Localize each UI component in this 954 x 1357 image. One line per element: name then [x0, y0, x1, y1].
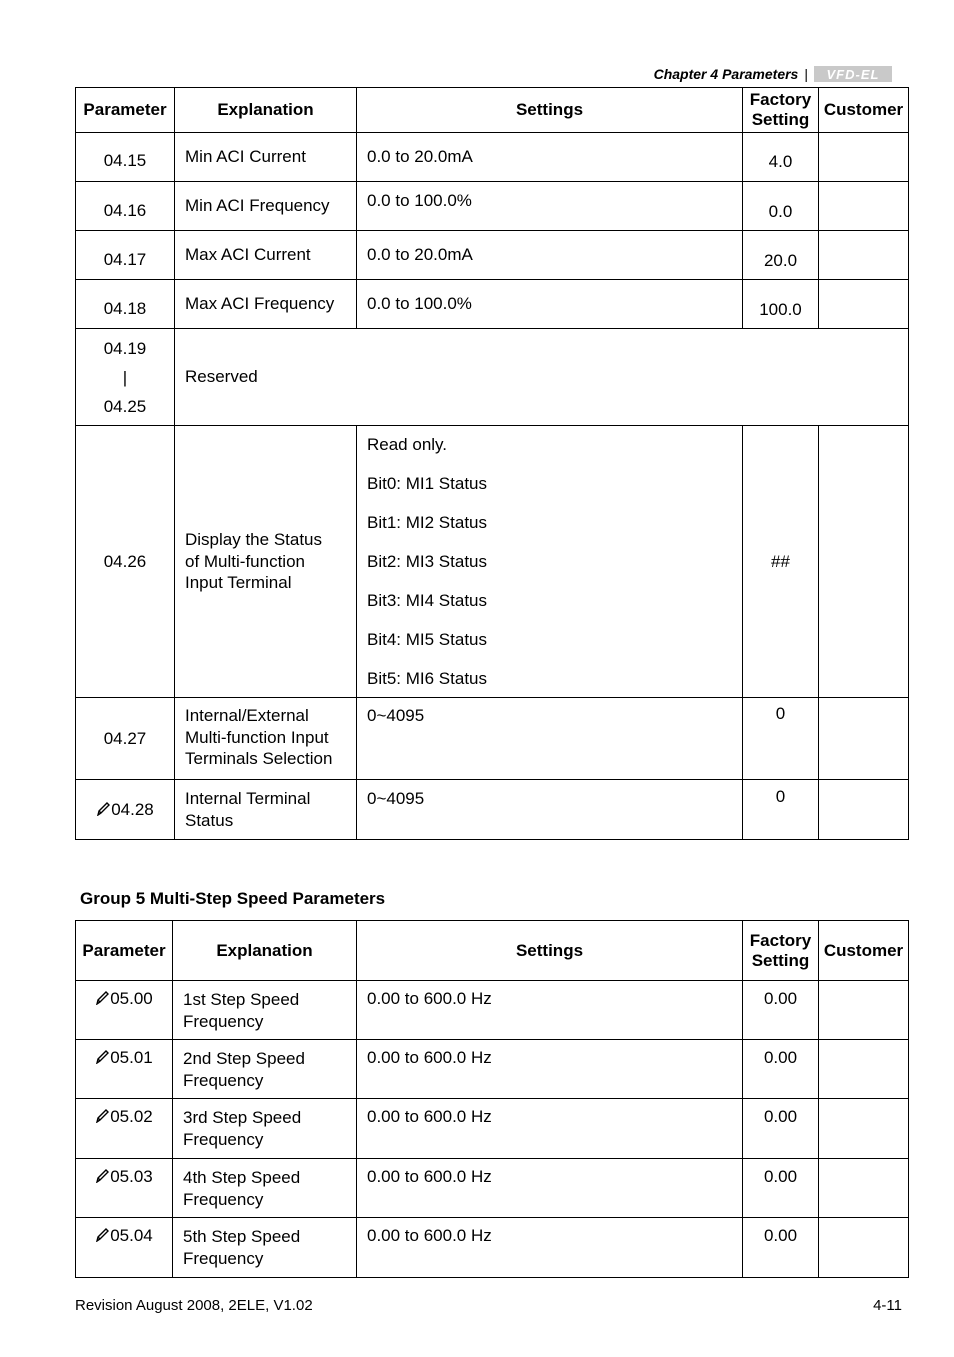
table-row [76, 698, 909, 780]
customer-cell [819, 182, 909, 231]
footer-revision: Revision August 2008, 2ELE, V1.02 [75, 1297, 313, 1314]
explanation-line: Input Terminal [185, 573, 292, 593]
customer-cell [819, 280, 909, 329]
col-factory-line2: Setting [751, 950, 810, 970]
param-cell: 04.15 [76, 133, 175, 182]
vfd-el-logo: VFD-EL [814, 66, 892, 82]
explanation-cell [173, 1159, 357, 1218]
explanation-cell [173, 1040, 357, 1099]
customer-cell [819, 1218, 909, 1278]
col-settings: Settings [357, 88, 743, 133]
explanation-line: 2nd Step Speed [183, 1049, 305, 1068]
param-cell [76, 1099, 173, 1159]
col-factory-line1: Factory [749, 90, 812, 109]
settings-cell: 0.0 to 20.0mA [357, 133, 743, 182]
customer-cell [819, 698, 909, 780]
pen-icon [96, 802, 110, 816]
col-factory-line1: Factory [749, 930, 812, 950]
col-factory-setting [743, 921, 819, 981]
explanation-cell: Min ACI Current [175, 133, 357, 182]
parameter-table-group4 [75, 87, 909, 840]
factory-cell: 0.00 [743, 1040, 819, 1099]
settings-cell: 0~4095 [357, 780, 743, 840]
explanation-line: 5th Step Speed [183, 1227, 301, 1246]
header-separator: | [804, 66, 808, 82]
page-header [654, 66, 892, 82]
customer-cell [819, 1099, 909, 1159]
settings-cell: 0.00 to 600.0 Hz [357, 1099, 743, 1159]
pen-icon [95, 991, 109, 1005]
pen-icon [95, 1228, 109, 1242]
explanation-line: Frequency [183, 1070, 264, 1090]
param-range-start: 04.19 [103, 338, 147, 358]
col-parameter: Parameter [76, 921, 173, 981]
settings-line: Bit0: MI1 Status [367, 473, 487, 493]
settings-cell [357, 426, 743, 698]
explanation-line: Display the Status [185, 530, 323, 550]
factory-cell: 0.0 [743, 182, 819, 231]
table-row [76, 1040, 909, 1099]
param-range-separator: | [122, 367, 128, 387]
col-customer: Customer [819, 921, 909, 981]
pen-icon [95, 1169, 109, 1183]
param-cell [76, 981, 173, 1040]
customer-cell [819, 133, 909, 182]
factory-cell: 0.00 [743, 1099, 819, 1159]
settings-cell: 0.00 to 600.0 Hz [357, 1040, 743, 1099]
factory-cell: ## [743, 426, 819, 698]
explanation-line: 1st Step Speed [183, 990, 300, 1009]
param-number: 05.00 [110, 989, 153, 1008]
explanation-cell [175, 426, 357, 698]
col-explanation: Explanation [175, 88, 357, 133]
col-factory-setting [743, 88, 819, 133]
explanation-line: Frequency [183, 1189, 264, 1209]
settings-cell: 0.00 to 600.0 Hz [357, 1218, 743, 1278]
explanation-cell: Min ACI Frequency [175, 182, 357, 231]
group-title: Group 5 Multi-Step Speed Parameters [80, 889, 386, 908]
explanation-line: Terminals Selection [185, 749, 333, 768]
col-explanation: Explanation [173, 921, 357, 981]
factory-cell: 100.0 [743, 280, 819, 329]
explanation-line: Frequency [183, 1248, 264, 1268]
settings-cell: 0.0 to 20.0mA [357, 231, 743, 280]
explanation-line: Frequency [183, 1129, 264, 1149]
table-header-row [76, 88, 909, 133]
customer-cell [819, 1040, 909, 1099]
param-cell [76, 1159, 173, 1218]
explanation-line: Internal/External [185, 706, 309, 725]
explanation-cell [175, 780, 357, 840]
table-row [76, 426, 909, 698]
settings-line: Bit4: MI5 Status [367, 629, 487, 649]
param-number: 05.02 [110, 1107, 153, 1126]
table-row-reserved [76, 329, 909, 426]
pen-icon [95, 1109, 109, 1123]
table-row [76, 981, 909, 1040]
customer-cell [819, 426, 909, 698]
param-cell: 04.17 [76, 231, 175, 280]
settings-line: Bit3: MI4 Status [367, 590, 487, 610]
settings-cell: 0.0 to 100.0% [357, 182, 743, 231]
customer-cell [819, 981, 909, 1040]
parameter-table-group5 [75, 920, 909, 1278]
param-cell [76, 1040, 173, 1099]
explanation-cell [173, 981, 357, 1040]
explanation-cell: Max ACI Current [175, 231, 357, 280]
param-cell [76, 1218, 173, 1278]
explanation-cell [175, 698, 357, 780]
table-row [76, 231, 909, 280]
table-row [76, 1218, 909, 1278]
col-customer: Customer [819, 88, 909, 133]
param-range-cell [76, 329, 175, 426]
reserved-cell: Reserved [175, 329, 909, 426]
table-row [76, 133, 909, 182]
col-factory-line2: Setting [751, 110, 810, 129]
explanation-line: 3rd Step Speed [183, 1108, 302, 1127]
factory-cell: 0 [743, 780, 819, 840]
settings-cell: 0~4095 [357, 698, 743, 780]
explanation-line: 4th Step Speed [183, 1168, 301, 1187]
param-number: 05.04 [110, 1226, 153, 1245]
explanation-line: Status [185, 810, 234, 830]
param-cell [76, 780, 175, 840]
factory-cell: 0.00 [743, 1218, 819, 1278]
customer-cell [819, 1159, 909, 1218]
factory-cell: 20.0 [743, 231, 819, 280]
factory-cell: 0 [743, 698, 819, 780]
param-number: 04.28 [111, 799, 154, 819]
customer-cell [819, 780, 909, 840]
col-parameter: Parameter [76, 88, 175, 133]
explanation-line: Frequency [183, 1011, 264, 1031]
param-cell: 04.26 [76, 426, 175, 698]
explanation-line: Internal Terminal [185, 789, 311, 808]
param-number: 05.01 [110, 1048, 153, 1067]
factory-cell: 4.0 [743, 133, 819, 182]
table-row [76, 780, 909, 840]
table-row [76, 182, 909, 231]
settings-line: Bit2: MI3 Status [367, 551, 487, 571]
table-header-row [76, 921, 909, 981]
param-range-end: 04.25 [103, 396, 147, 416]
param-cell: 04.27 [76, 698, 175, 780]
explanation-line: of Multi-function [185, 551, 305, 571]
explanation-cell [173, 1099, 357, 1159]
explanation-line: Multi-function Input [185, 727, 329, 747]
customer-cell [819, 231, 909, 280]
settings-cell: 0.00 to 600.0 Hz [357, 1159, 743, 1218]
explanation-cell: Max ACI Frequency [175, 280, 357, 329]
param-number: 05.03 [110, 1167, 153, 1186]
settings-cell: 0.00 to 600.0 Hz [357, 981, 743, 1040]
table-row [76, 1159, 909, 1218]
table-row [76, 1099, 909, 1159]
param-cell: 04.18 [76, 280, 175, 329]
explanation-cell [173, 1218, 357, 1278]
pen-icon [95, 1050, 109, 1064]
settings-line: Bit1: MI2 Status [367, 512, 487, 532]
table-row [76, 280, 909, 329]
settings-line: Read only. [367, 434, 448, 454]
settings-line: Bit5: MI6 Status [367, 668, 487, 688]
factory-cell: 0.00 [743, 1159, 819, 1218]
param-cell: 04.16 [76, 182, 175, 231]
footer-page-number: 4-11 [873, 1297, 902, 1314]
chapter-title: Chapter 4 Parameters [653, 66, 799, 82]
col-settings: Settings [357, 921, 743, 981]
settings-cell: 0.0 to 100.0% [357, 280, 743, 329]
factory-cell: 0.00 [743, 981, 819, 1040]
